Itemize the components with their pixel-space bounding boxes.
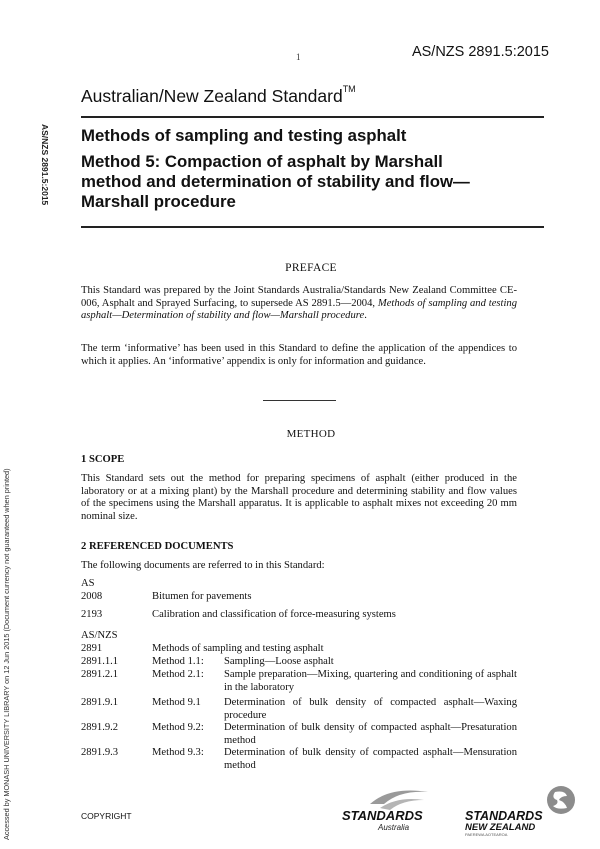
logo-nz-line1-text: STANDARDS [465, 809, 543, 823]
reference-method: Method 9.2: [152, 722, 204, 733]
logo-nz-line3-text: PAEREWA AOTEAROA [465, 832, 508, 837]
reference-number: 2193 [81, 609, 103, 620]
title-line-2: Method 5: Compaction of asphalt by Marshall [81, 152, 443, 171]
side-standard-code-text: AS/NZS 2891.5:2015 [40, 124, 50, 206]
scope-heading: 1 SCOPE [81, 454, 125, 465]
logo-nz-line2-text: NEW ZEALAND [465, 822, 536, 833]
as-label: AS [81, 578, 95, 589]
scope-text: This Standard sets out the method for preparing specimens of asphalt (either produced in the laboratory or at a mixing plant) by the Marshall procedure and determining stability and flow values of the specimens using the Marshall apparatus. It is applicable to asphalt mixes not exceeding 20 mm nominal size. [81, 473, 517, 522]
top-rule [81, 116, 544, 118]
reference-method: Method 2.1: [152, 669, 204, 680]
preface-para1-end: . [364, 310, 367, 322]
reference-number: 2891.9.2 [81, 722, 119, 733]
document-title [81, 126, 541, 212]
access-note [0, 420, 14, 840]
reference-number: 2891.2.1 [81, 669, 119, 680]
title-line-4: Marshall procedure [81, 192, 236, 211]
standards-australia-logo [340, 784, 440, 834]
standard-number: AS/NZS 2891.5:2015 [411, 44, 549, 60]
logo-nz-emblem [547, 786, 575, 814]
reference-method: Method 9.1 [152, 697, 201, 708]
reference-method: Method 9.3: [152, 747, 204, 758]
title-bottom-rule [81, 226, 544, 228]
logo-sa-main-text: STANDARDS [342, 808, 423, 823]
preface-para1-start: This Standard was prepared by the Joint Standards Australia/Standards New Zealand Committee CE-006, Asphalt and Sprayed Surfacing, to supersede AS 2891.5—2004, [81, 285, 517, 309]
reference-number: 2891.1.1 [81, 656, 119, 667]
section-separator [263, 400, 336, 401]
reference-title: Determination of bulk density of compacted asphalt—Presaturation method [224, 722, 517, 746]
reference-number: 2891.9.3 [81, 747, 119, 758]
reference-title: Bitumen for pavements [152, 591, 252, 602]
page-number: 1 [296, 52, 301, 62]
reference-number: 2891.9.1 [81, 697, 119, 708]
standard-type-text: Australian/New Zealand Standard [81, 86, 343, 106]
standards-new-zealand-logo [465, 784, 580, 838]
title-line-3: method and determination of stability and flow— [81, 172, 470, 191]
reference-title: Methods of sampling and testing asphalt [152, 643, 324, 654]
reference-title: Sampling—Loose asphalt [224, 656, 334, 667]
reference-number: 2891 [81, 643, 103, 654]
access-note-text: Accessed by MONASH UNIVERSITY LIBRARY on 12 Jun 2015 (Document currency not guaranteed when printed) [2, 468, 11, 840]
title-line-1: Methods of sampling and testing asphalt [81, 126, 407, 145]
copyright-label: COPYRIGHT [81, 811, 132, 821]
reference-title: Calibration and classification of force-measuring systems [152, 609, 396, 620]
reference-number: 2008 [81, 591, 103, 602]
method-heading: METHOD [286, 428, 336, 440]
reference-title: Determination of bulk density of compacted asphalt—Waxing procedure [224, 697, 517, 721]
preface-para1-italic: Methods of sampling and testing asphalt—Determination of stability and flow—Marshall procedure [81, 297, 517, 322]
reference-method: Method 1.1: [152, 656, 204, 667]
references-heading: 2 REFERENCED DOCUMENTS [81, 541, 234, 552]
references-intro: The following documents are referred to in this Standard: [81, 560, 325, 571]
trademark-mark: TM [342, 84, 356, 95]
logo-sa-sub-text: Australia [378, 823, 410, 832]
reference-title: Determination of bulk density of compacted asphalt—Mensuration method [224, 747, 517, 771]
asnzs-label: AS/NZS [81, 630, 118, 641]
standard-type-heading [81, 86, 356, 107]
preface-paragraph-2: The term ‘informative’ has been used in this Standard to define the application of the appendices to which it applies. An ‘informative’ appendix is only for information and guidance. [81, 343, 517, 367]
preface-paragraph-1 [81, 285, 517, 323]
side-standard-code [37, 124, 51, 224]
reference-title: Sample preparation—Mixing, quartering and conditioning of asphalt in the laboratory [224, 669, 517, 693]
preface-heading: PREFACE [285, 262, 337, 274]
